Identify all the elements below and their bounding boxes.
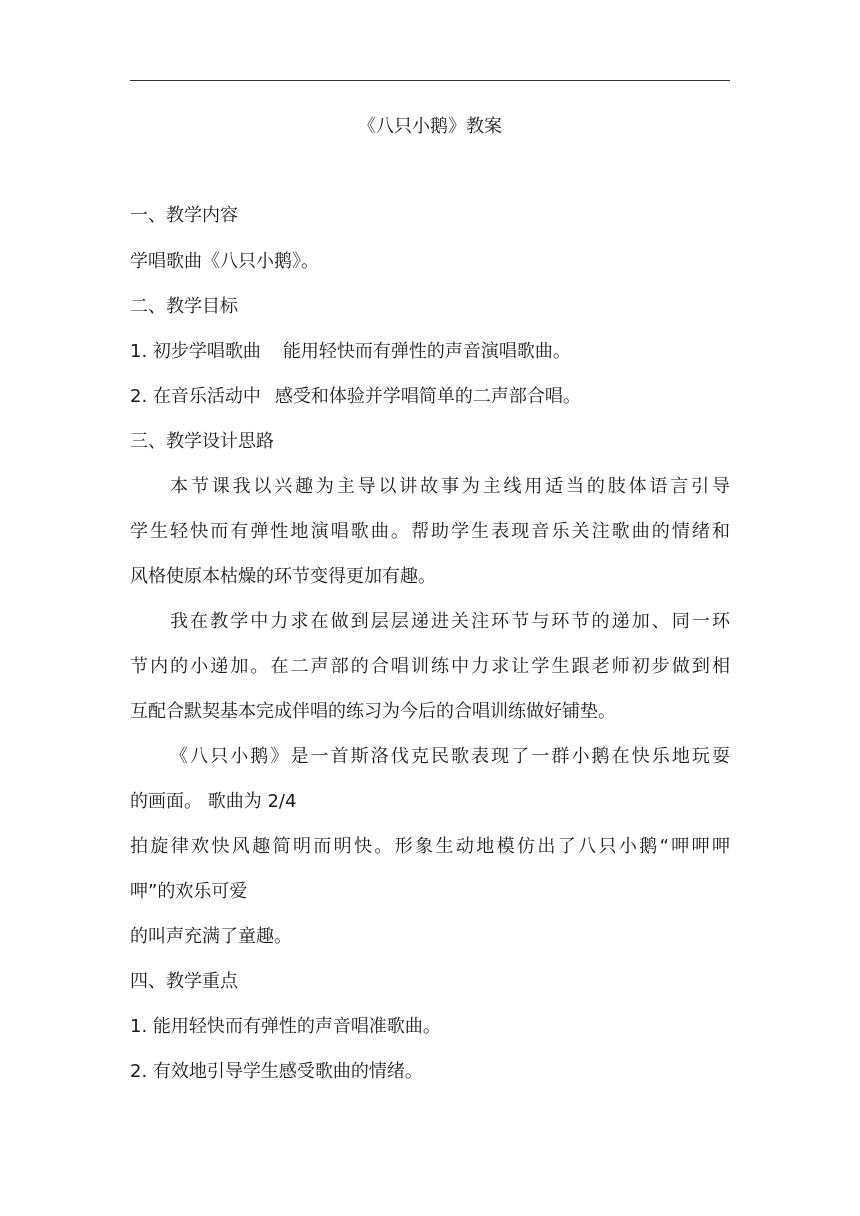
section-heading-goals: 二、教学目标 (130, 296, 238, 317)
design-paragraph-3-line-1: 《八只小鹅》是一首斯洛伐克民歌表现了一群小鹅在快乐地玩耍 (170, 746, 730, 767)
goal-item-2-label: 2. 在音乐活动中 (130, 386, 261, 407)
design-paragraph-3-line-3: 拍旋律欢快风趣简明而明快。形象生动地模仿出了八只小鹅“呷呷呷 (130, 836, 730, 857)
focus-item-1: 1. 能用轻快而有弹性的声音唱准歌曲。 (130, 1016, 441, 1037)
design-paragraph-2-line-3: 互配合默契基本完成伴唱的练习为今后的合唱训练做好铺垫。 (130, 701, 616, 722)
design-paragraph-3-line-4: 呷”的欢乐可爱 (130, 881, 248, 902)
design-paragraph-3-line-2: 的画面。 歌曲为 2/4 (130, 791, 297, 812)
section-heading-design: 三、教学设计思路 (130, 431, 274, 452)
section-heading-content: 一、教学内容 (130, 205, 238, 226)
design-paragraph-3-line-5: 的叫声充满了童趣。 (130, 926, 292, 947)
goal-item-1-text: 能用轻快而有弹性的声音演唱歌曲。 (282, 341, 571, 362)
design-paragraph-1-line-1: 本节课我以兴趣为主导以讲故事为主线用适当的肢体语言引导 (170, 476, 730, 497)
design-paragraph-1-line-3: 风格使原本枯燥的环节变得更加有趣。 (130, 566, 436, 587)
design-paragraph-2-line-2: 节内的小递加。在二声部的合唱训练中力求让学生跟老师初步做到相 (130, 656, 730, 677)
design-paragraph-2-line-1: 我在教学中力求在做到层层递进关注环节与环节的递加、同一环 (170, 611, 730, 632)
goal-item-2-text: 感受和体验并学唱简单的二声部合唱。 (274, 386, 581, 407)
document-title: 《八只小鹅》教案 (358, 116, 502, 137)
goal-item-2 (130, 385, 730, 409)
goal-item-1 (130, 340, 730, 364)
focus-item-2: 2. 有效地引导学生感受歌曲的情绪。 (130, 1061, 423, 1082)
section-heading-focus: 四、教学重点 (130, 971, 238, 992)
content-text: 学唱歌曲《八只小鹅》。 (130, 251, 319, 272)
goal-item-1-label: 1. 初步学唱歌曲 (130, 341, 261, 362)
header-rule (130, 80, 730, 81)
design-paragraph-1-line-2: 学生轻快而有弹性地演唱歌曲。帮助学生表现音乐关注歌曲的情绪和 (130, 521, 730, 542)
